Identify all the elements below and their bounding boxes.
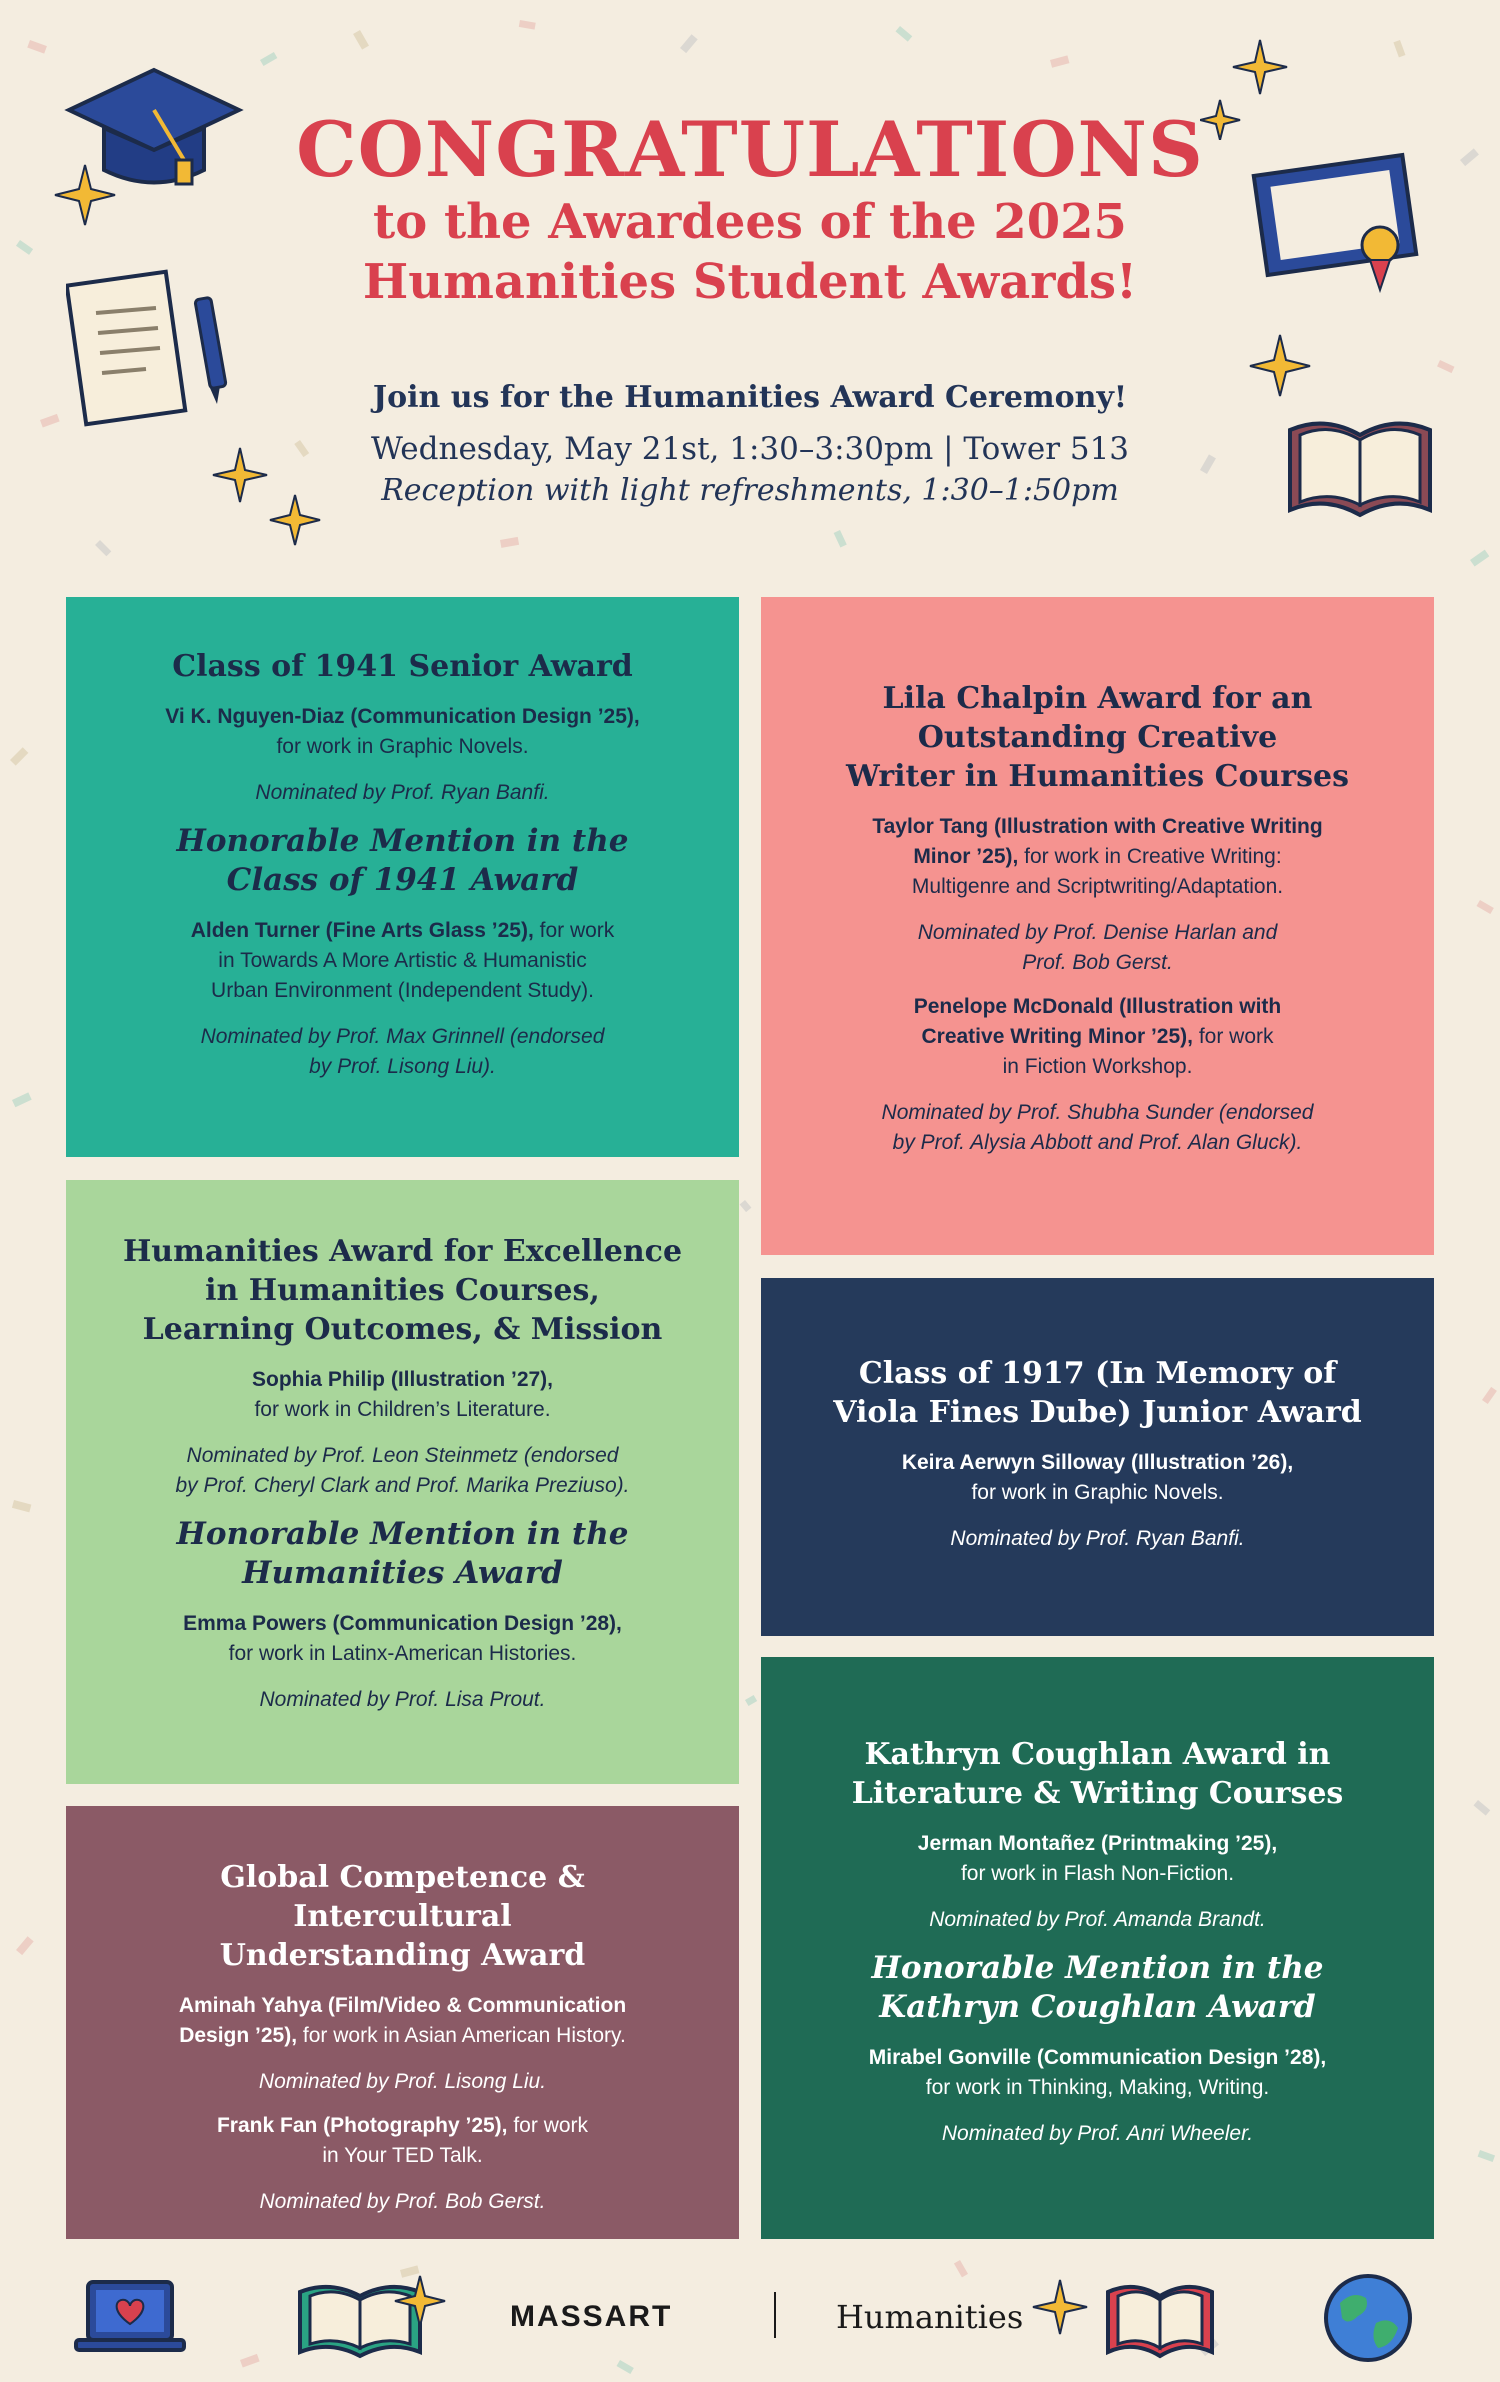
sparkles-footer-right-icon [1020, 2272, 1100, 2352]
honorable-mention-title: Honorable Mention in the Kathryn Coughlan Award [871, 1950, 1324, 2025]
winner-work: for work in Graphic Novels. [276, 735, 529, 758]
winner-name: Jerman Montañez (Printmaking ’25), [917, 1832, 1278, 1855]
nominated-by-2: Nominated by Prof. Shubha Sunder (endorsed by Prof. Alysia Abbott and Prof. Alan Gluck). [881, 1101, 1314, 1154]
winner-name: Vi K. Nguyen-Diaz (Communication Design ’25), [165, 705, 640, 728]
footer [0, 2272, 1500, 2362]
nominated-by: Nominated by Prof. Ryan Banfi. [950, 1527, 1245, 1550]
award-title: Humanities Award for Excellence in Humanities Courses, Learning Outcomes, & Mission [122, 1234, 683, 1347]
honorable-mention-name: Emma Powers (Communication Design ’28), [183, 1612, 622, 1635]
winner-name-2: Frank Fan (Photography ’25), for work in Your TED Talk. [216, 2114, 589, 2167]
massart-logo: MASSART [510, 2300, 673, 2333]
page-subtitle-line1: to the Awardees of the 2025 [373, 194, 1127, 250]
nominated-by: Nominated by Prof. Denise Harlan and Prof. Bob Gerst. [917, 921, 1278, 974]
nominated-by-2: Nominated by Prof. Bob Gerst. [259, 2190, 546, 2213]
honorable-mention-name: Mirabel Gonville (Communication Design ’28), [868, 2046, 1327, 2069]
honorable-mention-nominated-by: Nominated by Prof. Max Grinnell (endorsed by Prof. Lisong Liu). [200, 1025, 605, 1078]
award-card-class-1917 [761, 1278, 1434, 1636]
award-title: Class of 1941 Senior Award [172, 649, 633, 684]
winner-name: Taylor Tang (Illustration with Creative Writing Minor ’25), for work in Creative Writing: Multigenre and Scriptwriting/Adaptation. [872, 815, 1323, 898]
nominated-by: Nominated by Prof. Lisong Liu. [258, 2070, 547, 2093]
ceremony-invite: Join us for the Humanities Award Ceremony! [372, 380, 1128, 415]
award-title: Kathryn Coughlan Award in Literature & Writing Courses [851, 1737, 1344, 1811]
award-card-humanities-excellence [66, 1180, 739, 1784]
reception-info: Reception with light refreshments, 1:30–1:50pm [381, 473, 1119, 508]
award-card-lila-chalpin [761, 597, 1434, 1255]
sparkle-footer-left-icon [390, 2272, 450, 2332]
red-book-icon [1100, 2272, 1220, 2362]
honorable-mention-work: for work in Latinx-American Histories. [228, 1642, 577, 1665]
page-subtitle-line2: Humanities Student Awards! [362, 254, 1138, 310]
honorable-mention-title: Honorable Mention in the Class of 1941 Award [176, 823, 629, 898]
globe-icon [1318, 2268, 1418, 2368]
award-title: Lila Chalpin Award for an Outstanding Creative Writer in Humanities Courses [846, 681, 1349, 794]
award-title: Global Competence & Intercultural Understanding Award [219, 1860, 586, 1973]
award-card-global-competence [66, 1806, 739, 2239]
winner-work: for work in Flash Non-Fiction. [960, 1862, 1235, 1885]
nominated-by: Nominated by Prof. Leon Steinmetz (endorsed by Prof. Cheryl Clark and Prof. Marika Preziuso). [175, 1444, 630, 1497]
honorable-mention-title: Honorable Mention in the Humanities Award [176, 1516, 629, 1591]
honorable-mention-nominated-by: Nominated by Prof. Anri Wheeler. [941, 2122, 1254, 2145]
honorable-mention-name: Alden Turner (Fine Arts Glass ’25), for work [190, 919, 615, 942]
winner-name-2: Penelope McDonald (Illustration with Creative Writing Minor ’25), for work in Fiction Workshop. [913, 995, 1282, 1078]
ceremony-date-location: Wednesday, May 21st, 1:30–3:30pm | Tower 513 [370, 431, 1130, 467]
honorable-mention-work: in Towards A More Artistic & Humanistic Urban Environment (Independent Study). [211, 949, 594, 1002]
humanities-logo: Humanities [836, 2298, 1024, 2336]
award-title: Class of 1917 (In Memory of Viola Fines Dube) Junior Award [833, 1356, 1362, 1430]
award-card-class-1941 [66, 597, 739, 1157]
header [0, 105, 1500, 312]
winner-name: Sophia Philip (Illustration ’27), [251, 1368, 554, 1391]
winner-work: for work in Children’s Literature. [254, 1398, 551, 1421]
winner-name: Aminah Yahya (Film/Video & Communication Design ’25), for work in Asian American History. [178, 1994, 627, 2047]
honorable-mention-nominated-by: Nominated by Prof. Lisa Prout. [259, 1688, 546, 1711]
award-card-kathryn-coughlan [761, 1657, 1434, 2239]
nominated-by: Nominated by Prof. Amanda Brandt. [929, 1908, 1266, 1931]
winner-work: for work in Graphic Novels. [971, 1481, 1224, 1504]
laptop-heart-icon [70, 2272, 190, 2362]
page-title: CONGRATULATIONS [296, 105, 1204, 194]
honorable-mention-work: for work in Thinking, Making, Writing. [925, 2076, 1270, 2099]
winner-name: Keira Aerwyn Silloway (Illustration ’26), [901, 1451, 1294, 1474]
ceremony-info [0, 380, 1500, 508]
logo-divider [774, 2292, 776, 2338]
nominated-by: Nominated by Prof. Ryan Banfi. [255, 781, 550, 804]
